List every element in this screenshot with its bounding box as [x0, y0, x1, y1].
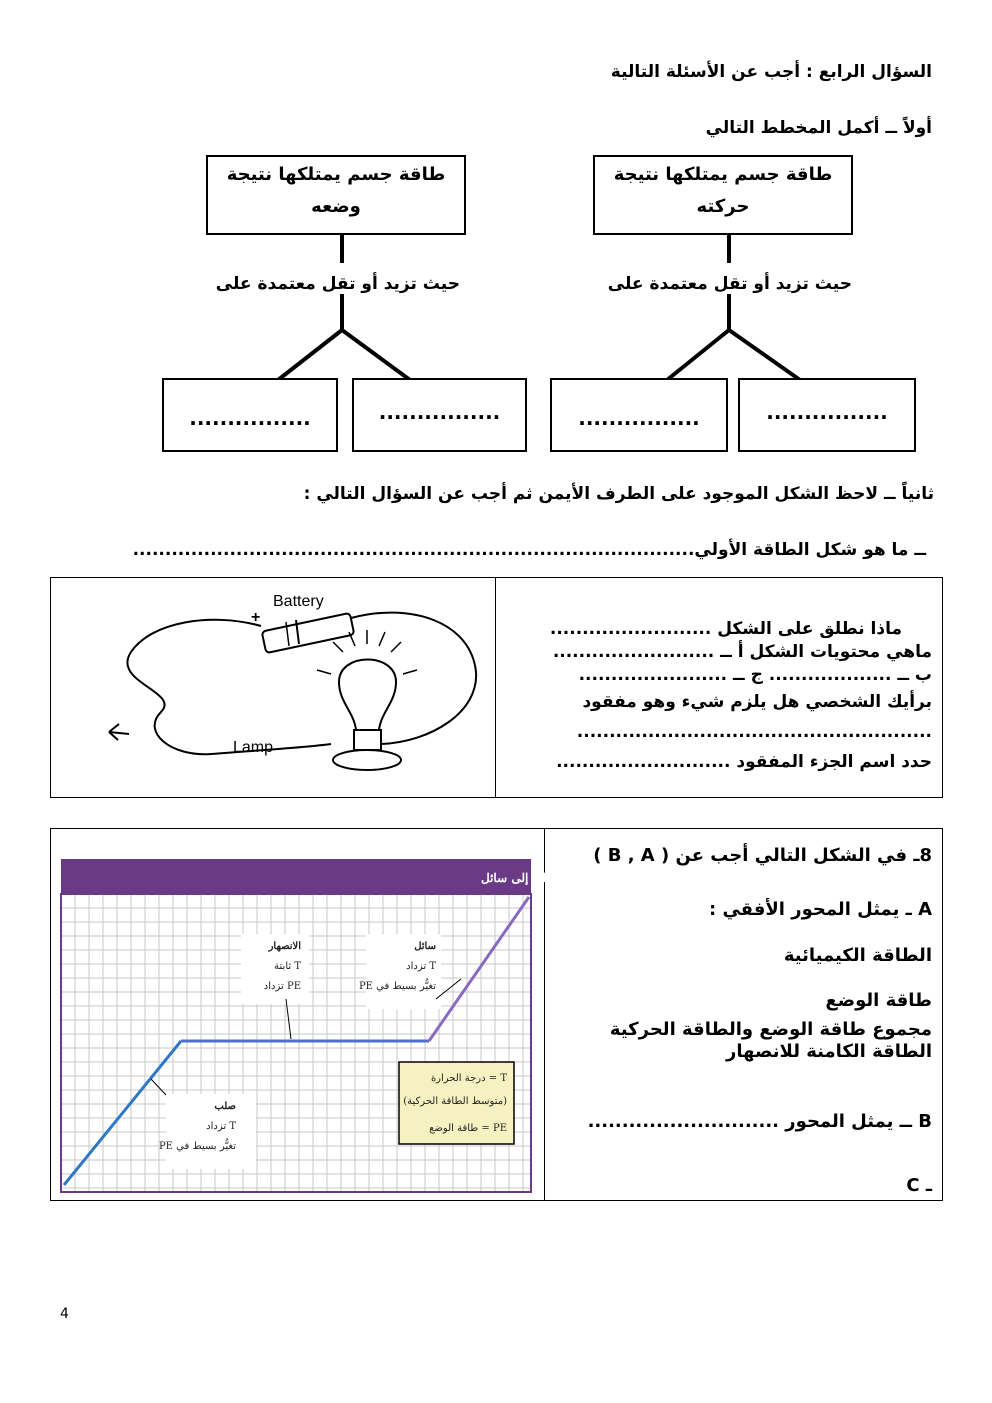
- part1-title: أولاً ــ أكمل المخطط التالي: [705, 118, 932, 138]
- circuit-diagram: [91, 582, 491, 794]
- answer-option[interactable]: طاقة الوضع: [825, 990, 932, 1011]
- part2-question: ــ ما هو شكل الطاقة الأولي.......................................................................................: [132, 540, 926, 560]
- circuit-table: [50, 577, 943, 798]
- question-line: برأيك الشخصي هل يلزم شيء وهو مفقود: [582, 692, 932, 712]
- battery-label: Battery: [273, 593, 324, 610]
- svg-text:T = درجة الحرارة: T = درجة الحرارة: [430, 1073, 507, 1084]
- tree-branches: [0, 290, 992, 390]
- lamp-label: Lamp: [233, 739, 274, 756]
- question-line: حدد اسم الجزء المفقود ...........................: [556, 752, 932, 772]
- answer-box-3[interactable]: ................: [352, 378, 527, 452]
- question-line: 8ـ في الشكل التالي أجب عن ( B , A ): [593, 845, 932, 866]
- chart-header: [61, 859, 531, 894]
- part2-title: ثانياً ــ لاحظ الشكل الموجود على الطرف الأيمن ثم أجب عن السؤال التالي :: [303, 484, 934, 504]
- svg-text:الانصهار: الانصهار: [268, 941, 301, 952]
- question-line: ماهي محتويات الشكل أ ــ .........................: [552, 642, 932, 662]
- question-line: ـ C: [906, 1175, 932, 1196]
- svg-text:PE = طاقة الوضع: PE = طاقة الوضع: [429, 1123, 507, 1134]
- svg-text:T تزداد: T تزداد: [406, 961, 436, 972]
- question-line: A ـ يمثل المحور الأفقي :: [708, 899, 932, 920]
- connector: [340, 235, 344, 263]
- solid-annotation: [151, 1079, 256, 1169]
- liquid-annotation: [359, 934, 461, 1009]
- svg-text:(متوسط الطاقة الحركية): (متوسط الطاقة الحركية): [403, 1096, 507, 1107]
- circuit-questions: [512, 618, 932, 777]
- answer-box-2[interactable]: ................: [550, 378, 728, 452]
- svg-text:PE تزداد: PE تزداد: [263, 981, 301, 992]
- solid-line: [64, 1041, 181, 1185]
- connector: [727, 235, 731, 263]
- answer-option[interactable]: الطاقة الكامنة للانصهار: [726, 1041, 932, 1062]
- current-arrow-icon: [109, 724, 129, 740]
- answer-box-1[interactable]: ................: [738, 378, 916, 452]
- liquid-line: [429, 897, 529, 1041]
- potential-energy-box: طاقة جسم يمتلكها نتيجة وضعه: [206, 155, 466, 235]
- answer-option[interactable]: مجموع طاقة الوضع والطاقة الحركية: [609, 1019, 932, 1040]
- graph-table: [50, 828, 943, 1201]
- depends-text-right: حيث تزيد أو تقل معتمدة على: [607, 274, 852, 294]
- question-line: B ــ يمثل المحور ............................: [587, 1111, 932, 1132]
- kinetic-energy-box: طاقة جسم يمتلكها نتيجة حركته: [593, 155, 853, 235]
- chart-title: الطاقة الحرارية مقابل درجة الحرارة عند تغيُّر المادة الصلبة إلى سائل: [481, 871, 827, 885]
- chart-legend: [399, 1062, 514, 1144]
- plus-sign: +: [251, 609, 261, 626]
- depends-text-left: حيث تزيد أو تقل معتمدة على: [215, 274, 460, 294]
- svg-text:صلب: صلب: [214, 1101, 236, 1112]
- question-heading: السؤال الرابع : أجب عن الأسئلة التالية: [610, 62, 932, 82]
- svg-text:T ثابتة: T ثابتة: [274, 961, 301, 972]
- question-line: ب ــ ................... ج ــ .......................: [578, 665, 932, 685]
- svg-text:تغيُّر بسيط في PE: تغيُّر بسيط في PE: [158, 1141, 236, 1152]
- lamp-icon: [317, 630, 417, 770]
- answer-option[interactable]: الطاقة الكيميائية: [783, 945, 932, 966]
- question-line: ماذا نطلق على الشكل .........................: [549, 619, 902, 639]
- svg-text:تغيُّر بسيط في PE: تغيُّر بسيط في PE: [358, 981, 436, 992]
- page-number: 4: [60, 1306, 69, 1322]
- svg-text:T تزداد: T تزداد: [206, 1121, 236, 1132]
- table-divider: [495, 578, 496, 797]
- battery-icon: [262, 613, 355, 653]
- answer-box-4[interactable]: ................: [162, 378, 338, 452]
- svg-text:سائل: سائل: [414, 941, 436, 952]
- question-line: .......................................................: [576, 722, 932, 742]
